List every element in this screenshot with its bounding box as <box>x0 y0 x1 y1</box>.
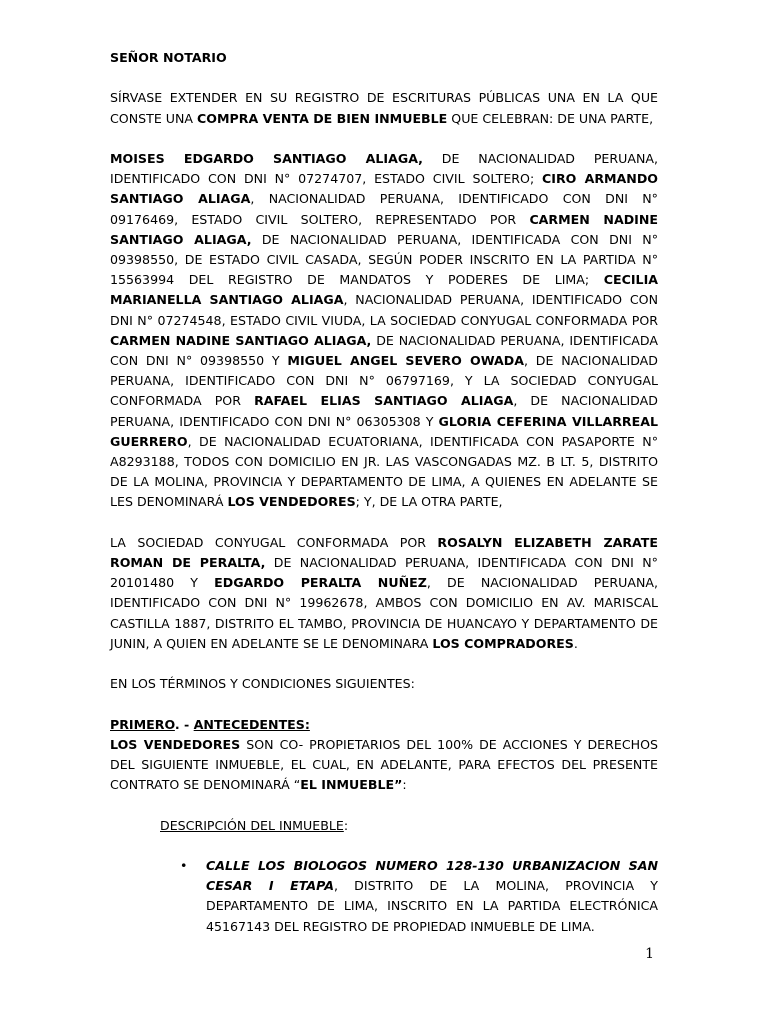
sellers-paragraph: MOISES EDGARDO SANTIAGO ALIAGA, DE NACIONALIDAD PERUANA, IDENTIFICADO CON DNI N° 07274707, ESTADO CIVIL SOLTERO; CIRO ARMANDO SANTIAGO ALIAGA, NACIONALIDAD PERUANA, IDENTIFICADO CON DNI N° 09176469, ESTADO CIVIL SOLTERO, REPRESENTADO POR CARMEN NADINE SANTIAGO ALIAGA, DE NACIONALIDAD PERUANA, IDENTIFICADA CON DNI N° 09398550, DE ESTADO CIVIL CASADA, SEGÚN PODER INSCRITO EN LA PARTIDA N° 15563994 DEL REGISTRO DE MANDATOS Y PODERES DE LIMA; CECILIA MARIANELLA SANTIAGO ALIAGA, NACIONALIDAD PERUANA, IDENTIFICADO CON DNI N° 07274548, ESTADO CIVIL VIUDA, LA SOCIEDAD CONYUGAL CONFORMADA POR CARMEN NADINE SANTIAGO ALIAGA, DE NACIONALIDAD PERUANA, IDENTIFICADA CON DNI N° 09398550 Y MIGUEL ANGEL SEVERO OWADA, DE NACIONALIDAD PERUANA, IDENTIFICADO CON DNI N° 06797169, Y LA SOCIEDAD CONYUGAL CONFORMADA POR RAFAEL ELIAS SANTIAGO ALIAGA, DE NACIONALIDAD PERUANA, IDENTIFICADO CON DNI N° 06305308 Y GLORIA CEFERINA VILLARREAL GUERRERO, DE NACIONALIDAD ECUATORIANA, IDENTIFICADA CON PASAPORTE N° A8293188, TODOS CON DOMICILIO EN JR. LAS VASCONGADAS MZ. B LT. 5, DISTRITO DE LA MOLINA, PROVINCIA Y DEPARTAMENTO DE LIMA, A QUIENES EN ADELANTE SE LES DENOMINARÁ LOS VENDEDORES; Y, DE LA OTRA PARTE, <box>110 150 659 510</box>
page-number: 1 <box>645 946 654 962</box>
document-heading: SEÑOR NOTARIO <box>110 50 227 65</box>
document-body <box>110 48 658 937</box>
property-list-item: • CALLE LOS BIOLOGOS NUMERO 128-130 URBANIZACION SAN CESAR I ETAPA, DISTRITO DE LA MOLINA, PROVINCIA Y DEPARTAMENTO DE LIMA, INSCRITO EN LA PARTIDA ELECTRÓNICA 45167143 DEL REGISTRO DE PROPIEDAD INMUEBLE DE LIMA. <box>180 858 658 934</box>
bullet-icon: • <box>180 858 188 874</box>
terms-line: EN LOS TÉRMINOS Y CONDICIONES SIGUIENTES: <box>110 676 415 692</box>
clause-first-heading: PRIMERO. - ANTECEDENTES: <box>110 716 310 732</box>
intro-paragraph: SÍRVASE EXTENDER EN SU REGISTRO DE ESCRITURAS PÚBLICAS UNA EN LA QUE CONSTE UNA COMPRA VENTA DE BIEN INMUEBLE QUE CELEBRAN: DE UNA PARTE, <box>110 90 658 126</box>
clause-first-text: LOS VENDEDORES SON CO- PROPIETARIOS DEL 100% DE ACCIONES Y DERECHOS DEL SIGUIENTE INMUEBLE, EL CUAL, EN ADELANTE, PARA EFECTOS DEL PRESENTE CONTRATO SE DENOMINARÁ “EL INMUEBLE”: <box>110 736 658 793</box>
buyers-paragraph: LA SOCIEDAD CONYUGAL CONFORMADA POR ROSALYN ELIZABETH ZARATE ROMAN DE PERALTA, DE NACIONALIDAD PERUANA, IDENTIFICADA CON DNI N° 20101480 Y EDGARDO PERALTA NUÑEZ, DE NACIONALIDAD PERUANA, IDENTIFICADO CON DNI N° 19962678, AMBOS CON DOMICILIO EN AV. MARISCAL CASTILLA 1887, DISTRITO EL TAMBO, PROVINCIA DE HUANCAYO Y DEPARTAMENTO DE JUNIN, A QUIEN EN ADELANTE SE LE DENOMINARA LOS COMPRADORES. <box>110 534 659 651</box>
property-description-label: DESCRIPCIÓN DEL INMUEBLE: <box>160 817 349 833</box>
